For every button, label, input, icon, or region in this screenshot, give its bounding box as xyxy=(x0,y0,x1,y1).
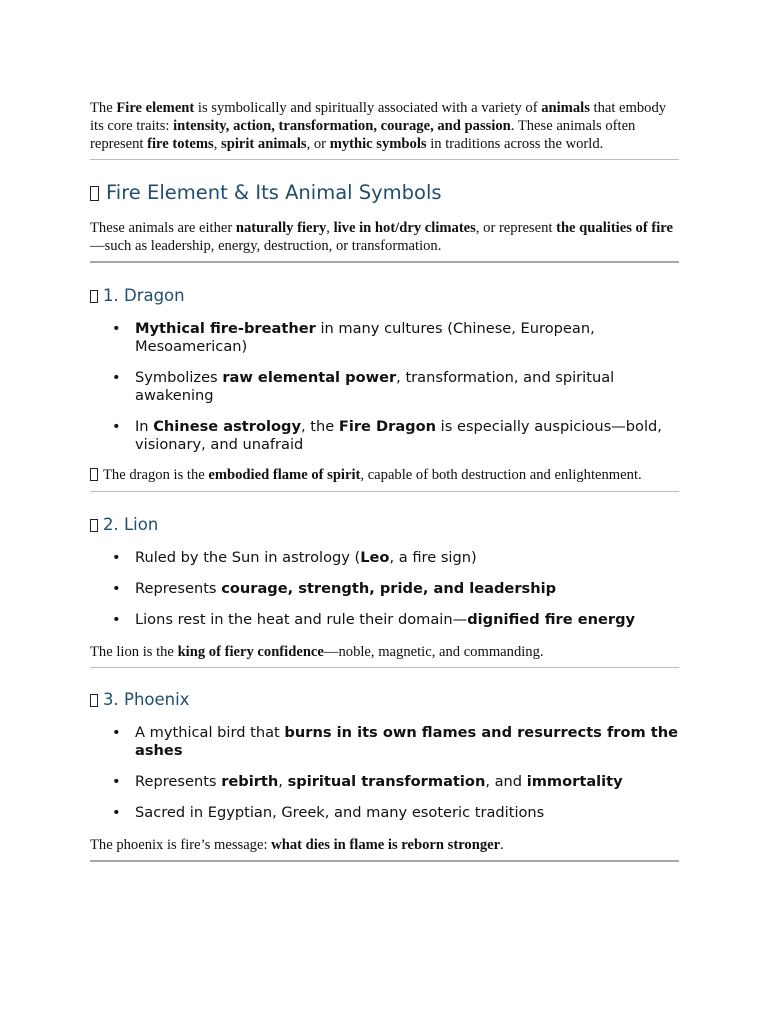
bold-text: Fire Dragon xyxy=(338,418,437,435)
missing-glyph-icon xyxy=(90,290,98,303)
text: , and xyxy=(485,773,527,790)
missing-glyph-icon xyxy=(90,519,98,532)
divider xyxy=(90,261,679,263)
list-item xyxy=(90,724,679,760)
text: , or represent xyxy=(475,220,557,236)
text: . xyxy=(500,837,504,853)
divider xyxy=(90,860,679,862)
bold-text: naturally fiery xyxy=(235,220,327,236)
text: These animals are either xyxy=(90,220,236,236)
bullet-icon: • xyxy=(112,549,121,566)
text: , the xyxy=(300,418,339,435)
text: In xyxy=(135,418,154,435)
lion-heading-text: 2. Lion xyxy=(103,515,159,534)
text: , a fire sign) xyxy=(389,549,477,566)
list-item xyxy=(90,580,679,598)
text: . These animals often represent xyxy=(90,118,636,152)
text: Symbolizes xyxy=(135,369,223,386)
bullet-icon: • xyxy=(112,804,121,821)
bold-text: fire totems xyxy=(147,136,214,152)
bold-text: Mythical fire-breather xyxy=(135,320,316,337)
section-intro-paragraph xyxy=(90,219,679,255)
bullet-icon: • xyxy=(112,611,121,628)
text: , xyxy=(278,773,288,790)
bullet-icon: • xyxy=(112,773,121,790)
missing-glyph-icon xyxy=(90,694,98,707)
list-item xyxy=(90,804,679,822)
text: The lion is the xyxy=(90,644,178,660)
section-heading xyxy=(90,181,679,205)
bold-text: rebirth xyxy=(221,773,279,790)
divider xyxy=(90,159,679,160)
text: , capable of both destruction and enlightenment. xyxy=(360,467,642,483)
bold-text: spirit animals xyxy=(221,136,307,152)
phoenix-heading xyxy=(90,690,679,710)
phoenix-note xyxy=(90,836,679,854)
bold-text: dignified fire energy xyxy=(467,611,636,628)
bold-text: animals xyxy=(541,100,590,116)
phoenix-list xyxy=(90,724,679,822)
bold-text: Fire element xyxy=(116,100,195,116)
list-item xyxy=(90,773,679,791)
text: Represents xyxy=(135,773,222,790)
text: Lions rest in the heat and rule their domain— xyxy=(135,611,468,628)
text: is especially auspicious—bold, visionary, and unafraid xyxy=(135,418,662,453)
lion-list xyxy=(90,549,679,629)
section-heading-text: Fire Element & Its Animal Symbols xyxy=(106,181,442,204)
bold-text: live in hot/dry climates xyxy=(333,220,476,236)
text: , or xyxy=(306,136,330,152)
list-item xyxy=(90,369,679,405)
text: The xyxy=(90,100,117,116)
text: —such as leadership, energy, destruction, or transformation. xyxy=(90,238,442,254)
text: The phoenix is fire’s message: xyxy=(90,837,272,853)
dragon-note xyxy=(90,466,679,484)
bold-text: burns in its own flames and resurrects from the ashes xyxy=(135,724,679,759)
text: , xyxy=(213,136,222,152)
dragon-heading xyxy=(90,286,679,306)
bold-text: king of fiery confidence xyxy=(177,644,324,660)
lion-heading xyxy=(90,515,679,535)
list-item xyxy=(90,549,679,567)
text: The dragon is the xyxy=(103,467,209,483)
lion-note xyxy=(90,643,679,661)
bold-text: raw elemental power xyxy=(222,369,397,386)
dragon-heading-text: 1. Dragon xyxy=(103,286,185,305)
bold-text: spiritual transformation xyxy=(287,773,486,790)
text: in traditions across the world. xyxy=(426,136,604,152)
bullet-icon: • xyxy=(112,580,121,597)
list-item xyxy=(90,611,679,629)
bold-text: mythic symbols xyxy=(329,136,427,152)
text: Ruled by the Sun in astrology ( xyxy=(135,549,361,566)
text: , xyxy=(326,220,334,236)
phoenix-heading-text: 3. Phoenix xyxy=(103,690,190,709)
document-page xyxy=(90,99,679,862)
text: Represents xyxy=(135,580,222,597)
bold-text: immortality xyxy=(526,773,623,790)
list-item xyxy=(90,418,679,454)
bold-text: courage, strength, pride, and leadership xyxy=(221,580,557,597)
bold-text: Leo xyxy=(360,549,390,566)
bullet-icon: • xyxy=(112,369,121,386)
bold-text: Chinese astrology xyxy=(153,418,301,435)
text: A mythical bird that xyxy=(135,724,285,741)
text: Sacred in Egyptian, Greek, and many esoteric traditions xyxy=(135,804,545,821)
divider xyxy=(90,491,679,492)
bullet-icon: • xyxy=(112,320,121,337)
list-item xyxy=(90,320,679,356)
bold-text: intensity, action, transformation, courage, and passion xyxy=(173,118,511,134)
text: , transformation, and spiritual awakening xyxy=(135,369,615,404)
bullet-icon: • xyxy=(112,418,121,435)
text: —noble, magnetic, and commanding. xyxy=(323,644,544,660)
missing-glyph-icon xyxy=(90,468,98,481)
bold-text: the qualities of fire xyxy=(556,220,673,236)
text: that embody its core traits: xyxy=(90,100,667,134)
intro-paragraph xyxy=(90,99,679,153)
bullet-icon: • xyxy=(112,724,121,741)
text: is symbolically and spiritually associated with a variety of xyxy=(194,100,542,116)
missing-glyph-icon xyxy=(90,186,99,201)
bold-text: embodied flame of spirit xyxy=(208,467,361,483)
text: in many cultures (Chinese, European, Mesoamerican) xyxy=(135,320,595,355)
dragon-list xyxy=(90,320,679,454)
divider xyxy=(90,667,679,668)
bold-text: what dies in flame is reborn stronger xyxy=(271,837,501,853)
